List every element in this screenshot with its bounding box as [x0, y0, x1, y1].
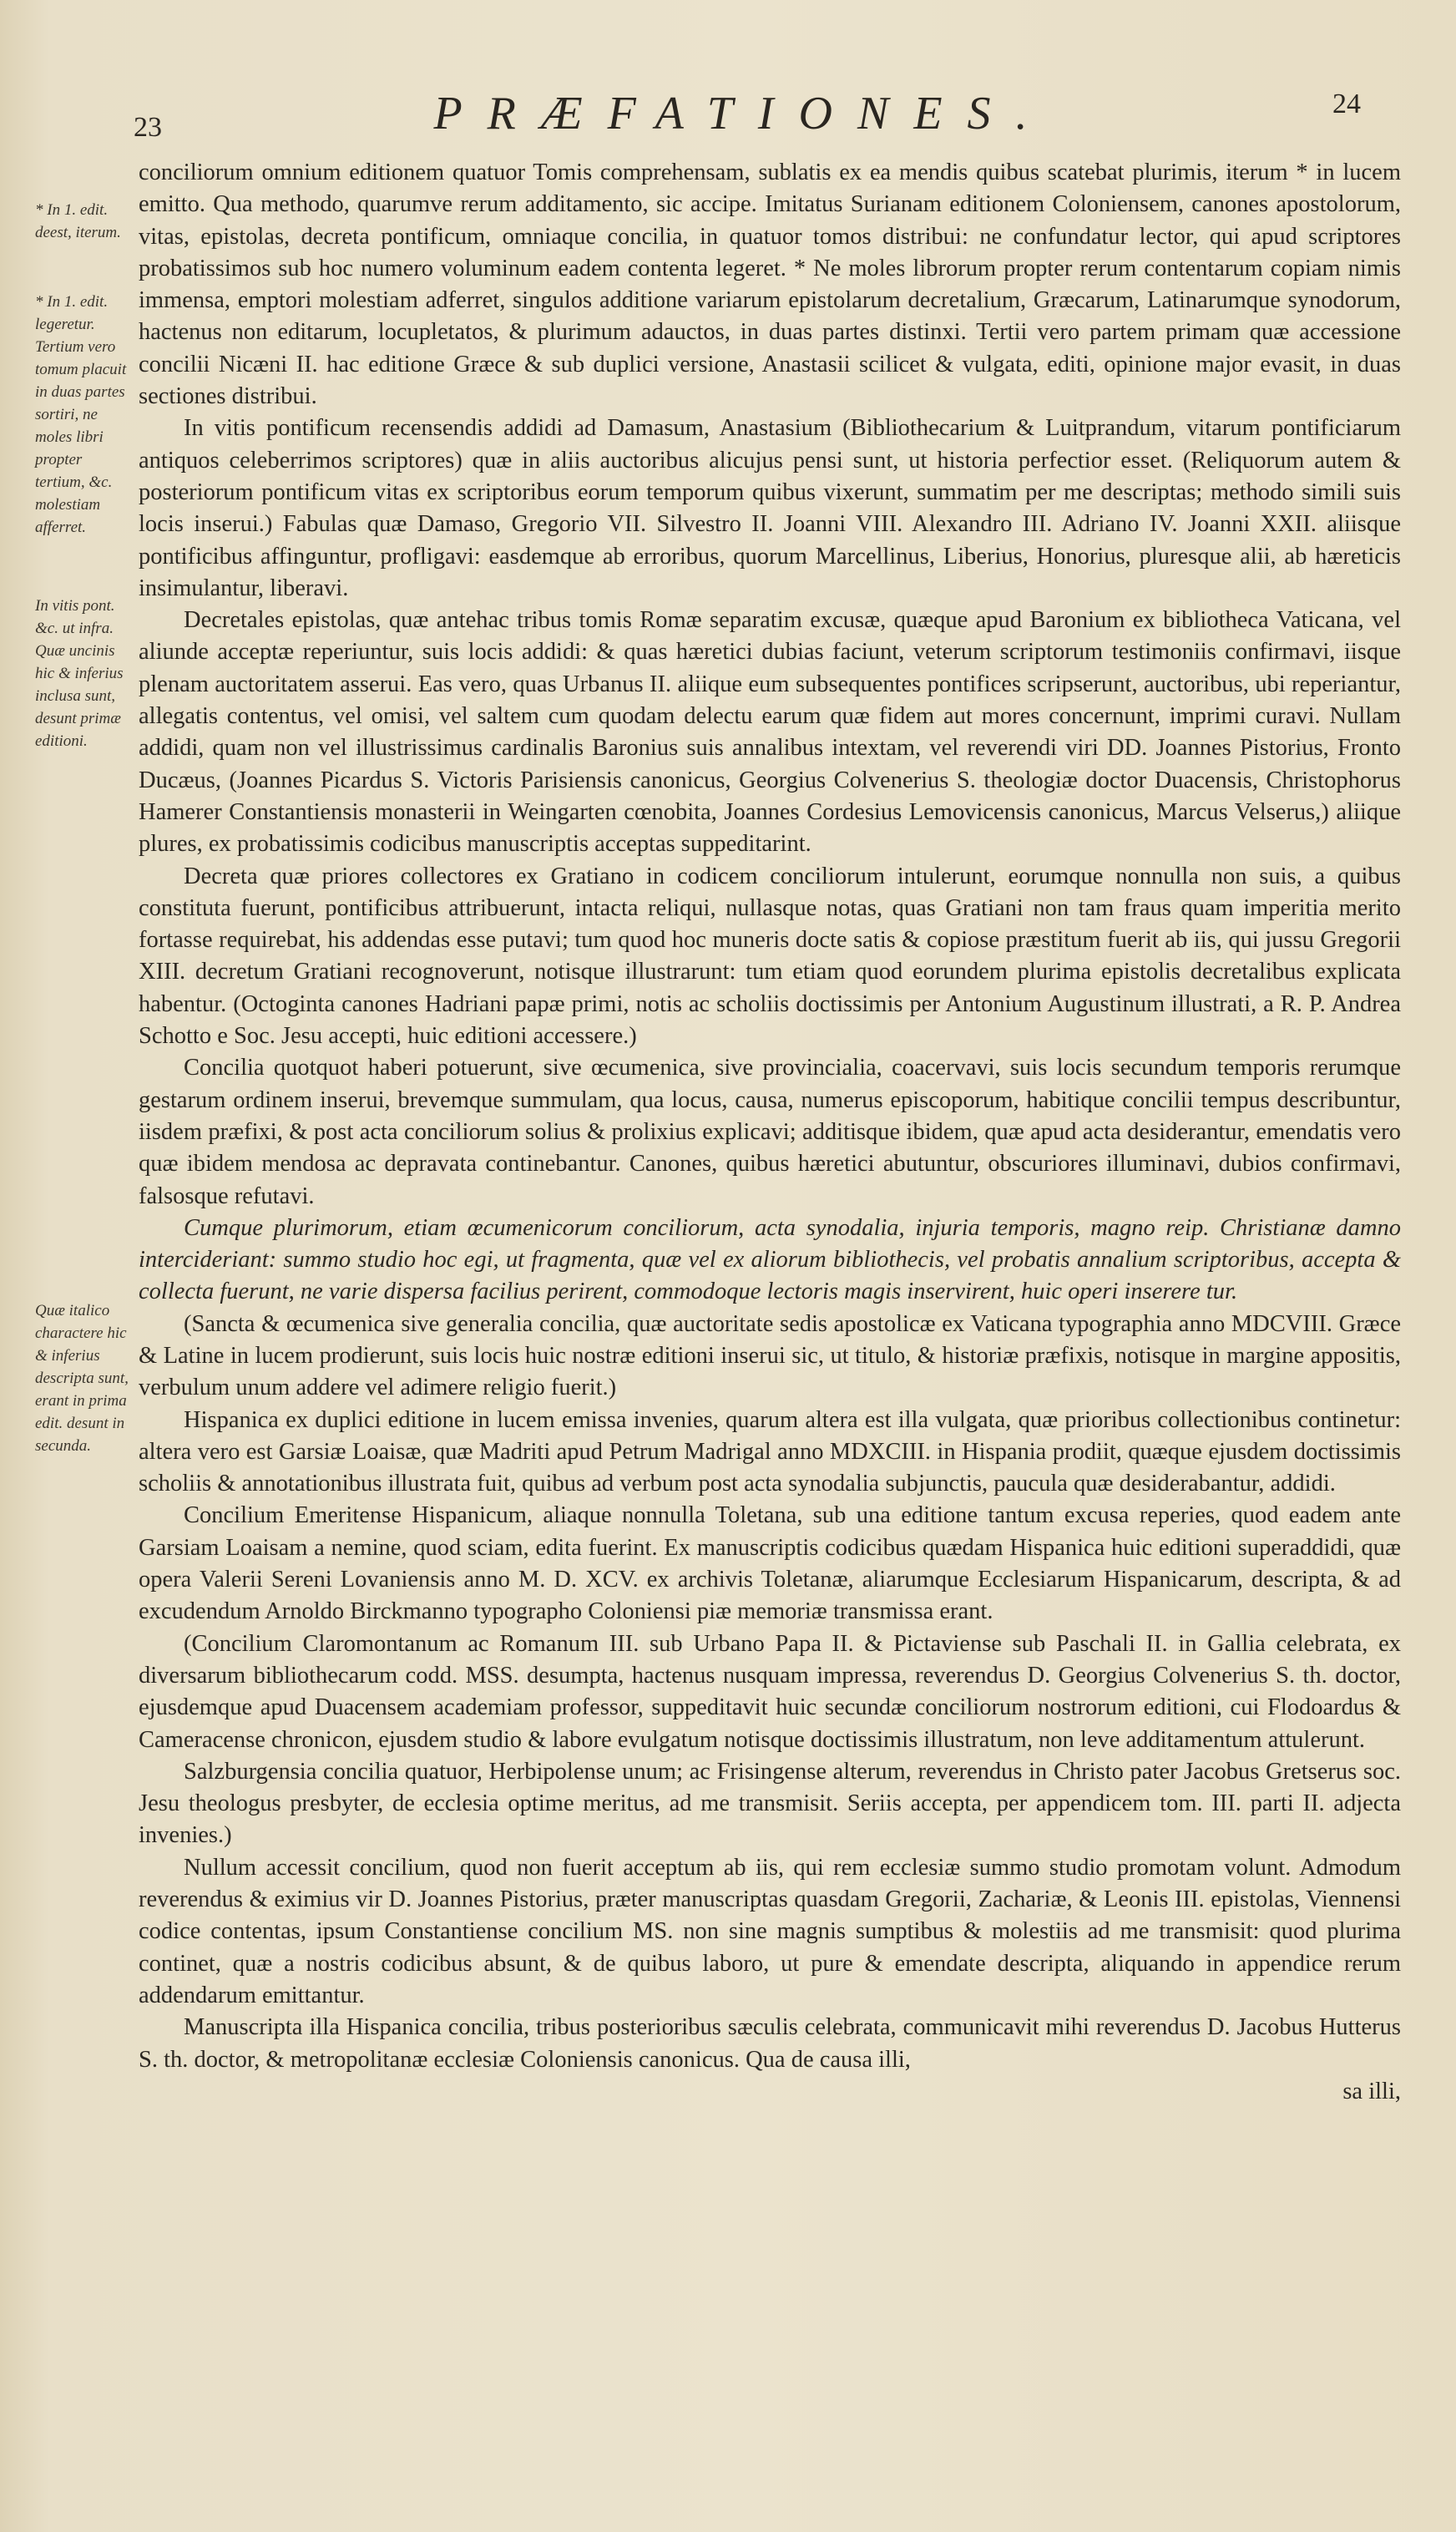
running-title: PRÆFATIONES.: [433, 88, 1053, 139]
italic-paragraph: Cumque plurimorum, etiam œcumenicorum conciliorum, acta synodalia, injuria temporis, magno reip. Christianæ damno intercideriant: summo studio hoc egi, ut fragmenta, quæ vel ex aliorum bibliothecis, vel probatis annalium scriptoribus, accepta & collecta fuerunt, ne varie dispersa facilius perirent, commodoque lectoris magis inservirent, huic operi inserere tur.: [139, 1214, 1401, 1305]
page-header: [125, 77, 1361, 144]
paragraph: Decreta quæ priores collectores ex Gratiano in codicem conciliorum intulerunt, eorumque nonnulla non suis, a quibus constituta fuerunt, pontificibus attribuerunt, intacta reliqui, nullasque notas, quas Gratiani non tam fraus quam imperitia merito fortasse requirebat, his addendas esse putavi; tum quod hoc muneris docte satis & copiose præstitum fuerit ab iis, qui jussu Gregorii XIII. decretum Gratiani recognoverunt, notisque illustrarunt: tum etiam quod eorundem plurima epistolis decretalibus explicata habentur. (Octoginta canones Hadriani papæ primi, notis ac scholiis doctissimis per Antonium Augustinum illustrati, a R. P. Andrea Schotto e Soc. Jesu accepti, huic editioni accessere.): [139, 863, 1401, 1050]
paragraph: Salzburgensia concilia quatuor, Herbipolense unum; ac Frisingense alterum, reverendus in Christo pater Jacobus Gretserus soc. Jesu theologus presbyter, de ecclesia optime meritus, ad me transmisit. Seriis accepta, per appendicem tom. III. parti II. adjecta invenies.): [139, 1758, 1401, 1849]
paragraph: Concilium Emeritense Hispanicum, aliaque nonnulla Toletana, sub una editione tantum excusa reperies, quod eadem ante Garsiam Loaisam a nemine, quod sciam, edita fuerint. Ex manuscriptis codicibus quædam Hispanica huic editioni superaddidi, quæ opera Valerii Sereni Lovaniensis anno M. D. XCV. ex archivis Toletanæ, aliarumque Ecclesiarum Hispanicarum, descripta, & ad excudendum Arnoldo Birckmanno typographo Coloniensi piæ memoriæ transmissa erant.: [139, 1502, 1401, 1625]
margin-note-text: Quæ italico charactere hic & inferius descripta sunt, erant in prima edit. desunt in secunda.: [35, 1302, 129, 1455]
paragraph: Hispanica ex duplici editione in lucem emissa invenies, quarum altera est illa vulgata, quæ prioribus collectionibus continetur: altera vero est Garsiæ Loaisæ, quæ Madriti apud Petrum Madrigal anno MDXCIII. in Hispania prodiit, quæque ejusdem doctissimis scholiis & annotationibus illustrata fuit, quibus ad verbum post acta synodalia subjunctis, paucula quæ desiderabantur, addidi.: [139, 1406, 1401, 1497]
paragraph: In vitis pontificum recensendis addidi ad Damasum, Anastasium (Bibliothecarium & Luitprandum, vitarum pontificiarum antiquos celeberrimos scriptores) quæ in aliis auctoribus alicujus pensi sunt, ut historia perfectior esset. (Reliquorum autem & posteriorum pontificum vitas ex scriptoribus eorum temporum quibus vixerunt, summatim per me descriptas; methodo simili suis locis inserui.) Fabulas quæ Damaso, Gregorio VII. Silvestro II. Joanni VIII. Alexandro III. Adriano IV. Joanni XXII. aliisque pontificibus affinguntur, profligavi: easdemque ab erroribus, quorum Marcellinus, Liberius, Honorius, pluresque alii, ab hæreticis insimulantur, liberavi.: [139, 415, 1401, 601]
margin-note-1: [35, 199, 134, 247]
paragraph: (Sancta & œcumenica sive generalia concilia, quæ auctoritate sedis apostolicæ ex Vaticana typographia anno MDCVIII. Græce & Latine in lucem prodierunt, suis locis huic nostræ editioni inserui sic, ut titulo, & historiæ præfixis, notisque in margine appositis, verbulum unum addere vel adimere religio fuerit.): [139, 1310, 1401, 1401]
paragraph: Decretales epistolas, quæ antehac tribus tomis Romæ separatim excusæ, quæque apud Baronium ex bibliotheca Vaticana, vel aliunde acceptæ reperiuntur, suis locis addidi: & quas hæretici dubias faciunt, veterum scriptorum testimoniis confirmavi, iisque plenam auctoritatem asserui. Eas vero, quas Urbanus II. aliique eum subsequentes pontifices scripserunt, auctoribus, ubi reperiantur, allegatis contentus, vel omisi, vel saltem cum quodam delectu earum quæ fidem aut mores concernunt, imprimi curavi. Nullam addidi, quam non vel illustrissimus cardinalis Baronius suis annalibus intextam, vel reverendi viri DD. Joannes Pistorius, Fronto Ducæus, (Joannes Picardus S. Victoris Parisiensis canonicus, Georgius Colvenerius S. theologiæ doctor Duacensis, Christophorus Hamerer Constantiensis monasterii in Weingarten cœnobita, Joannes Cordesius Lemovicensis canonicus, Marcus Velserus,) aliique plures, ex probatissimis codicibus manuscriptis acceptas suppeditarint.: [139, 607, 1401, 858]
paragraph: Concilia quotquot haberi potuerunt, sive œcumenica, sive provincialia, coacervavi, suis locis secundum temporis rerumque gestarum ordinem inserui, brevemque summulam, qua locus, causa, numerus episcoporum, habitique concilii tempus describuntur, iisdem præfixi, & post acta conciliorum solius & prolixius explicavi; additisque ibidem, quæ apud acta desiderantur, emendatis vero quæ ibidem mendosa ac depravata continebantur. Canones, quibus hæretici abutuntur, obscuriores illuminavi, dubios confirmavi, falsosque refutavi.: [139, 1055, 1401, 1209]
margin-note-text: * In 1. edit. legeretur. Tertium vero tomum placuit in duas partes sortiri, ne moles libri propter tertium, &c. molestiam afferret.: [35, 293, 127, 536]
catchword: sa illi,: [1342, 2078, 1401, 2104]
page-number-right: 24: [1332, 89, 1361, 119]
page-number-left: 23: [134, 112, 162, 143]
margin-note-text: * In 1. edit. deest, iterum.: [35, 201, 121, 241]
paragraph: (Concilium Claromontanum ac Romanum III. sub Urbano Papa II. & Pictaviense sub Paschali II. in Gallia celebrata, ex diversarum bibliothecarum codd. MSS. desumpta, hactenus nusquam impressa, reverendus D. Georgius Colvenerius S. th. doctor, ejusdemque apud Duacensem academiam professor, suppeditavit huic secundæ conciliorum nostrorum editioni, cui Flodoardus & Cameracense chronicon, ejusdem studio & labore evulgatum notisque doctissimis illustratum, non leve additamentum attulerunt.: [139, 1630, 1401, 1753]
main-text: [139, 157, 1401, 2108]
margin-note-2: [35, 291, 134, 542]
margin-note-4: [35, 1299, 134, 1461]
paragraph: Manuscripta illa Hispanica concilia, tribus posterioribus sæculis celebrata, communicavit mihi reverendus D. Jacobus Hutterus S. th. doctor, & metropolitanæ ecclesiæ Coloniensis canonicus. Qua de causa illi,: [139, 2014, 1401, 2073]
margin-note-3: [35, 595, 134, 756]
paragraph: Nullum accessit concilium, quod non fuerit acceptum ab iis, qui rem ecclesiæ summo studio promotam volunt. Admodum reverendus & eximius vir D. Joannes Pistorius, præter manuscriptas quasdam Gregorii, Zachariæ, & Leonis III. epistolas, Viennensi codice contentas, ipsum Constantiense concilium MS. non sine magnis sumptibus & molestiis ad me transmisit: quod plurima continet, quæ a nostris codicibus absunt, & de quibus laboro, ut pure & emendate descripta, aliquando in appendice rerum addendarum emittantur.: [139, 1854, 1401, 2008]
margin-note-text: In vitis pont. &c. ut infra. Quæ uncinis hic & inferius inclusa sunt, desunt primæ editioni.: [35, 597, 124, 750]
paragraph: conciliorum omnium editionem quatuor Tomis comprehensam, sublatis ex ea mendis quibus scatebat plurimis, iterum * in lucem emitto. Qua methodo, quarumve rerum additamento, sic accipe. Imitatus Surianam editionem Coloniensem, canones apostolorum, vitas, epistolas, decreta pontificum, omniaque concilia, in quatuor tomos distribui: ne confundatur lector, qui apud scriptores probatissimos sub hoc numero voluminum eadem contenta legeret. * Ne moles librorum propter rerum contentarum copiam nimis immensa, emptori molestiam adferret, singulos additione variarum epistolarum decretalium, Græcarum, Latinarumque synodorum, hactenus non editarum, locupletatos, & plurimum adauctos, in duas partes distinxi. Tertii vero partem primam quæ accessione concilii Nicæni II. hac editione Græce & sub duplici versione, Anastasii scilicet & vulgata, editi, opinione major evasit, in duas sectiones distribui.: [139, 160, 1401, 410]
